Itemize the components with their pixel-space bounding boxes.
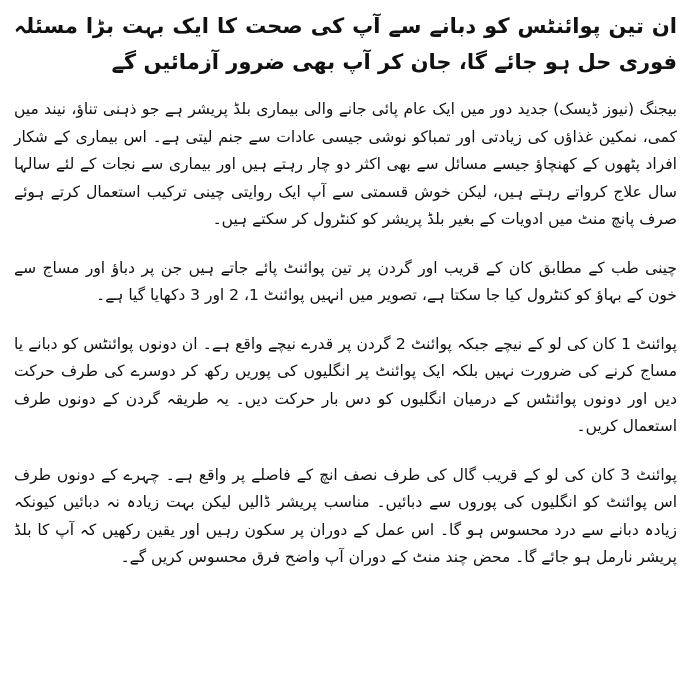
article-paragraph-point-3: پوائنٹ 3 کان کی لو کے قریب گال کی طرف نصف انچ کے فاصلے پر واقع ہے۔ چہرے کے دونوں طرف اس پوائنٹ کو انگلیوں کی پوروں سے دبائیں۔ مناسب پریشر ڈالیں لیکن بہت زیادہ نہ دبائیں کیونکہ زیادہ دبانے سے درد محسوس ہو گا۔ اس عمل کے دوران پر سکون رہیں اور یقین رکھیں کہ آپ کا بلڈ پریشر نارمل ہو جائے گا۔ محض چند منٹ کے دوران آپ واضح فرق محسوس کریں گے۔: [14, 465, 677, 566]
article-paragraph-points-overview: چینی طب کے مطابق کان کے قریب اور گردن پر تین پوائنٹ پائے جاتے ہیں جن پر دباؤ اور مساج سے خون کے بہاؤ کو کنٹرول کیا جا سکتا ہے، تصویر میں انہیں پوائنٹ 1، 2 اور 3 دکھایا گیا ہے۔: [14, 258, 677, 304]
article-title: ان تین پوائنٹس کو دبانے سے آپ کی صحت کا ایک بہت بڑا مسئلہ فوری حل ہو جائے گا، جان کر آپ بھی ضرور آزمائیں گے: [14, 14, 677, 74]
article-paragraph-points-1-2: پوائنٹ 1 کان کی لو کے نیچے جبکہ پوائنٹ 2 گردن پر قدرے نیچے واقع ہے۔ ان دونوں پوائنٹس کو دبانے یا مساج کرنے کی ضرورت نہیں بلکہ ایک پوائنٹ پر انگلیوں کی پوریں رکھ کر دوسرے کی طرف حرکت دیں اور دونوں پوائنٹس کے درمیان انگلیوں کو دس بار حرکت دیں۔ یہ طریقہ گردن کے دونوں طرف استعمال کریں۔: [14, 334, 677, 435]
article-paragraph-intro: بیجنگ (نیوز ڈیسک) جدید دور میں ایک عام پائی جانے والی بیماری بلڈ پریشر ہے جو ذہنی تناؤ، نیند میں کمی، نمکین غذاؤں کی زیادتی اور تمباکو نوشی جیسی عادات سے جنم لیتی ہے۔ اس بیماری کے شکار افراد پٹھوں کے کھنچاؤ جیسے مسائل سے بھی اکثر دو چار رہتے ہیں اور بیماری سے نجات کے لئے سالہا سال علاج کرواتے رہتے ہیں، لیکن خوش قسمتی سے آپ ایک روایتی چینی ترکیب استعمال کرتے ہوئے صرف پانچ منٹ میں ادویات کے بغیر بلڈ پریشر کو کنٹرول کر سکتے ہیں۔: [14, 100, 677, 228]
